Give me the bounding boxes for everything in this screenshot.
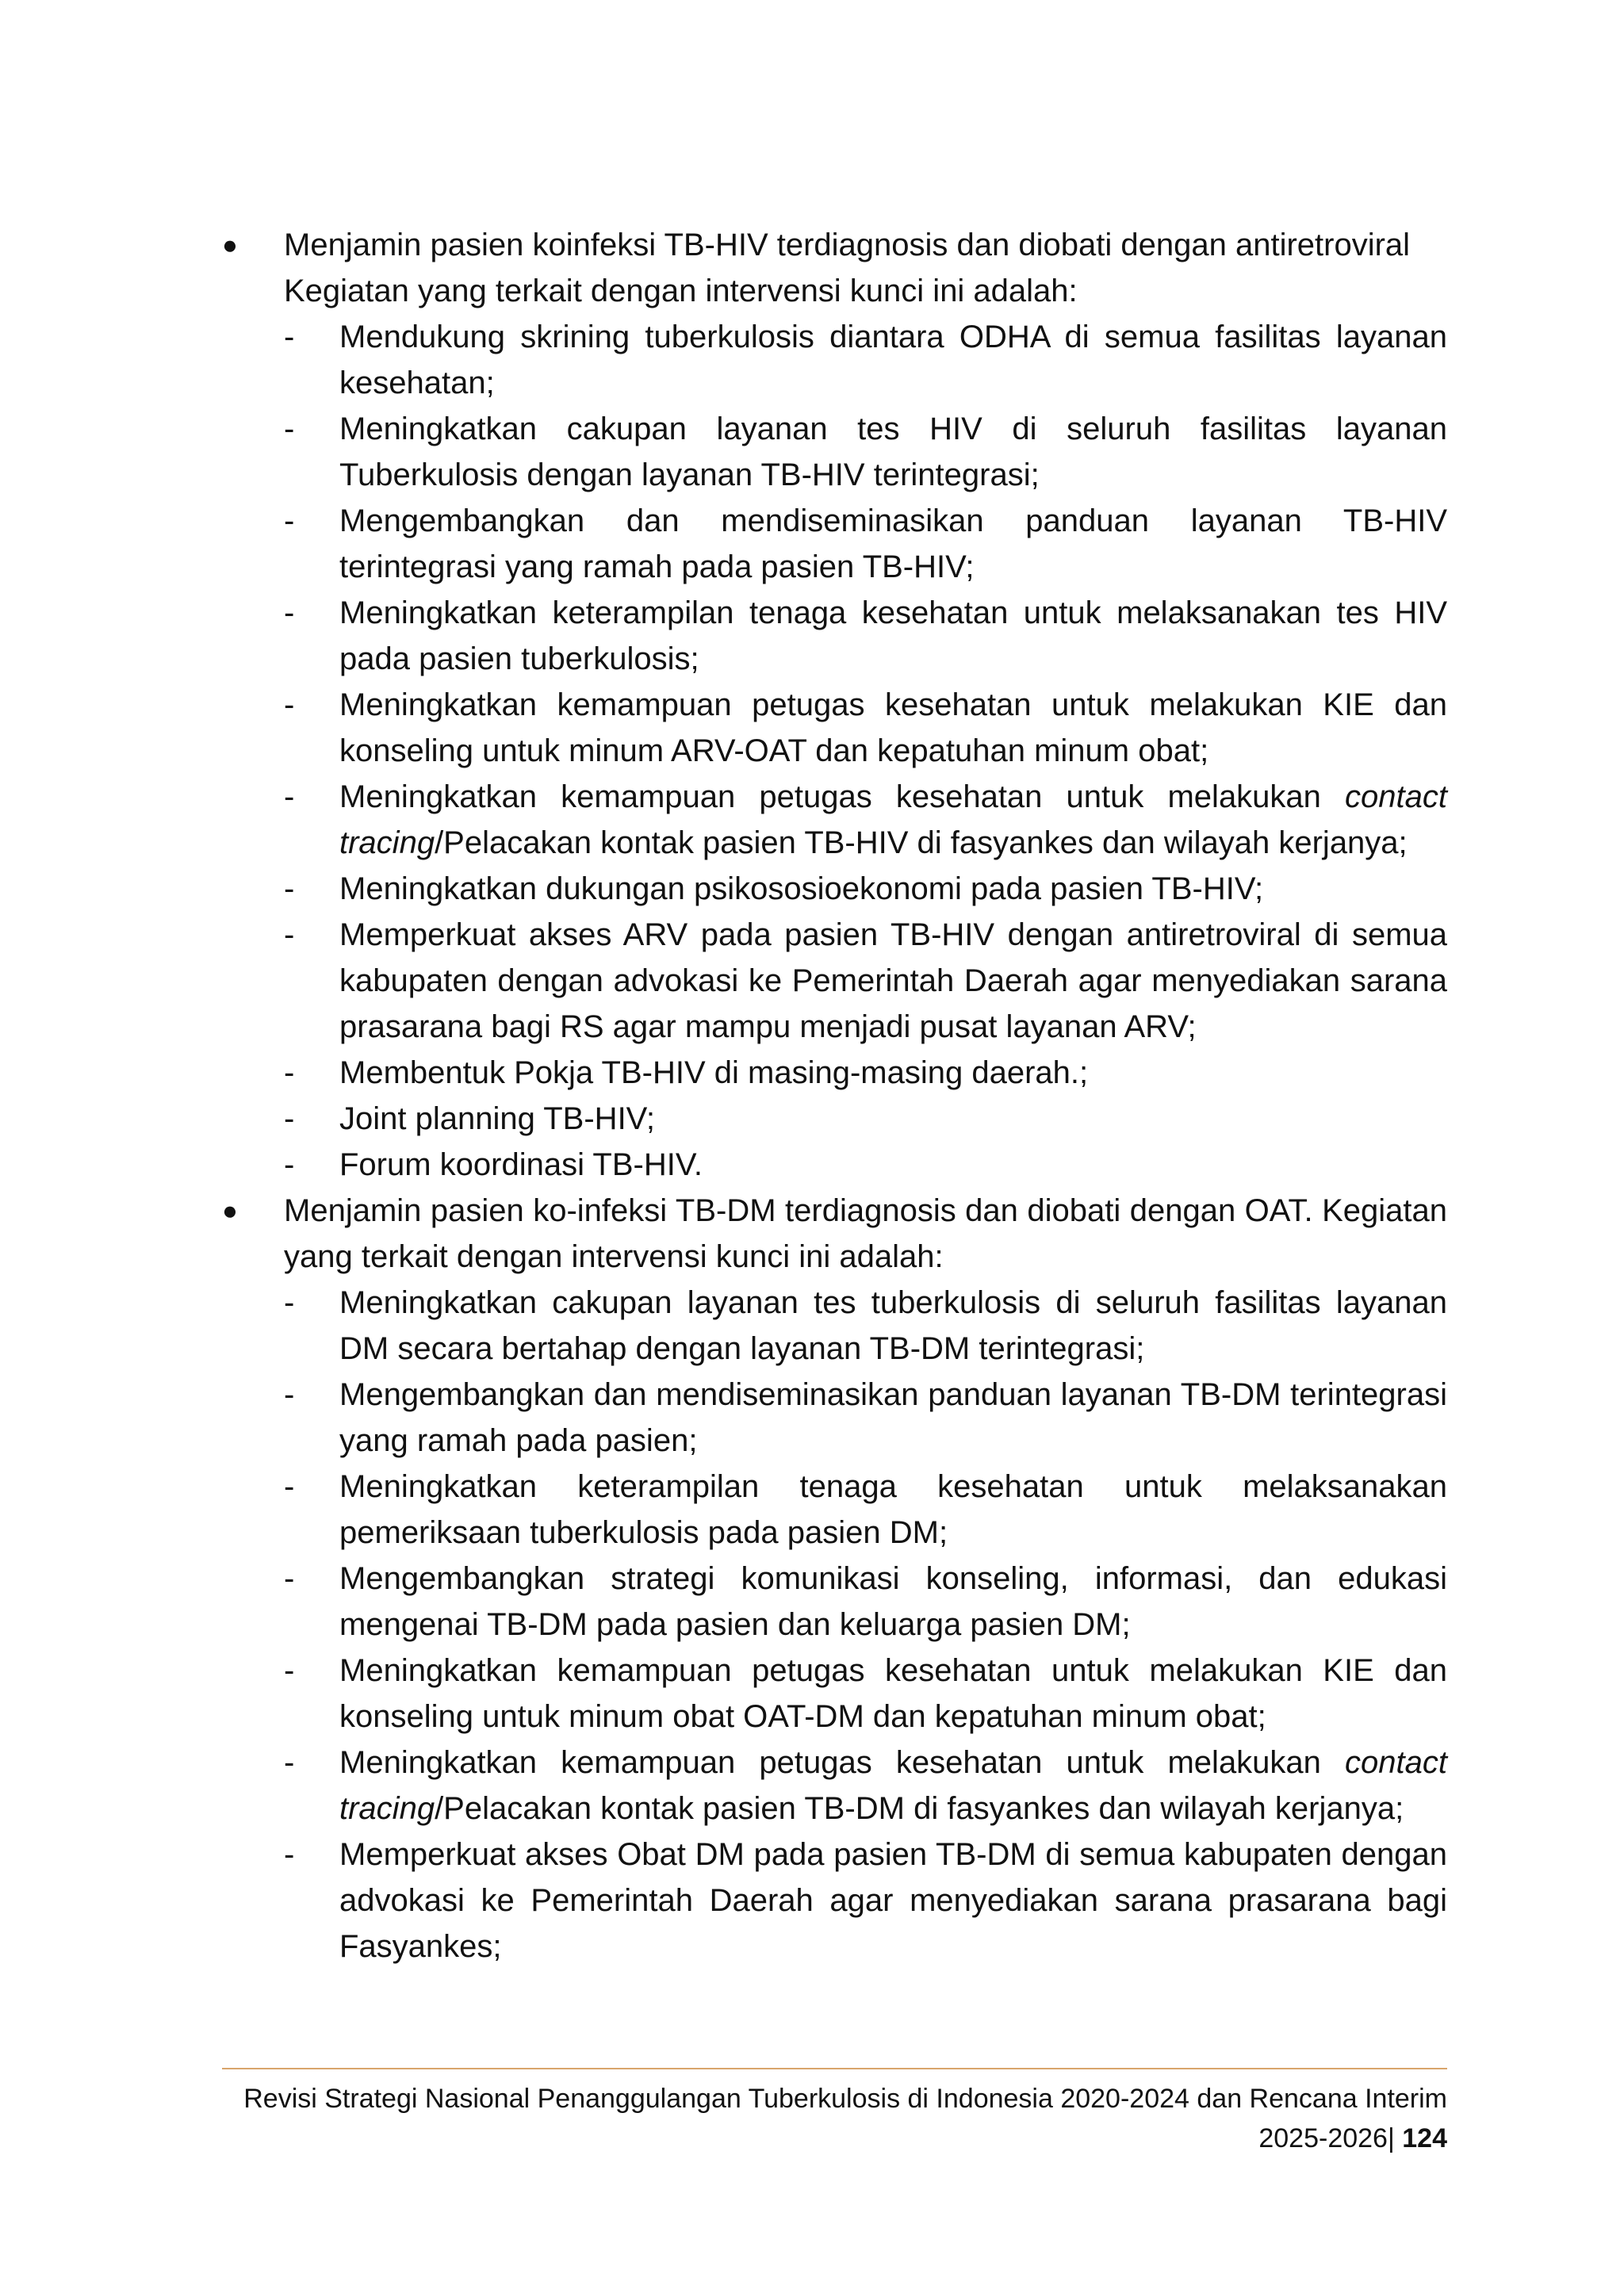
activity-text-continued: /Pelacakan kontak pasien TB-DM di fasyankes dan wilayah kerjanya; bbox=[435, 1791, 1404, 1826]
activity-text: Meningkatkan dukungan psikososioekonomi pada pasien TB-HIV; bbox=[339, 871, 1264, 906]
activity-list bbox=[284, 1280, 1447, 1970]
dash-marker: - bbox=[284, 503, 295, 538]
activity-item bbox=[284, 1280, 1447, 1372]
activity-text: Meningkatkan kemampuan petugas kesehatan untuk melakukan KIE dan konseling untuk minum obat OAT-DM dan kepatuhan minum obat; bbox=[339, 1653, 1447, 1734]
activity-italic-term: contact tracing bbox=[339, 1745, 1447, 1826]
activity-text: Mendukung skrining tuberkulosis diantara ODHA di semua fasilitas layanan kesehatan; bbox=[339, 320, 1447, 400]
page-number: 124 bbox=[1402, 2123, 1447, 2153]
section-heading bbox=[284, 1188, 1447, 1280]
activity-item bbox=[284, 774, 1447, 866]
activity-item bbox=[284, 1142, 1447, 1188]
dash-marker: - bbox=[284, 320, 295, 354]
activity-text: Mengembangkan strategi komunikasi konseling, informasi, dan edukasi mengenai TB-DM pada pasien dan keluarga pasien DM; bbox=[339, 1561, 1447, 1642]
section-heading bbox=[284, 222, 1447, 314]
activity-item bbox=[284, 1832, 1447, 1970]
activity-item bbox=[284, 1096, 1447, 1142]
dash-marker: - bbox=[284, 779, 295, 814]
activity-italic-term: contact tracing bbox=[339, 779, 1447, 860]
activity-item bbox=[284, 682, 1447, 774]
activity-text: Meningkatkan cakupan layanan tes tuberkulosis di seluruh fasilitas layanan DM secara bertahap dengan layanan TB-DM terintegrasi; bbox=[339, 1285, 1447, 1366]
footer-divider bbox=[222, 2068, 1447, 2069]
activity-item bbox=[284, 1372, 1447, 1464]
activity-text-continued: /Pelacakan kontak pasien TB-HIV di fasyankes dan wilayah kerjanya; bbox=[435, 825, 1408, 860]
activity-item bbox=[284, 1464, 1447, 1556]
dash-marker: - bbox=[284, 595, 295, 630]
activity-text: Meningkatkan cakupan layanan tes HIV di seluruh fasilitas layanan Tuberkulosis dengan layanan TB-HIV terintegrasi; bbox=[339, 412, 1447, 492]
document-body bbox=[222, 222, 1447, 1970]
activity-text: Meningkatkan kemampuan petugas kesehatan untuk melakukan bbox=[339, 779, 1346, 814]
activity-item bbox=[284, 1556, 1447, 1648]
dash-marker: - bbox=[284, 917, 295, 952]
activity-text: Meningkatkan kemampuan petugas kesehatan untuk melakukan KIE dan konseling untuk minum ARV-OAT dan kepatuhan minum obat; bbox=[339, 687, 1447, 768]
dash-marker: - bbox=[284, 412, 295, 446]
activity-text: Memperkuat akses ARV pada pasien TB-HIV dengan antiretroviral di semua kabupaten dengan advokasi ke Pemerintah Daerah agar menyediakan sarana prasarana bagi RS agar mampu menjadi pusat layanan ARV; bbox=[339, 917, 1447, 1044]
activity-item bbox=[284, 912, 1447, 1050]
activity-text: Meningkatkan keterampilan tenaga kesehatan untuk melaksanakan tes HIV pada pasien tuberkulosis; bbox=[339, 595, 1447, 676]
dash-marker: - bbox=[284, 871, 295, 906]
footer-title: Revisi Strategi Nasional Penanggulangan Tuberkulosis di Indonesia 2020-2024 dan Rencana Interim 2025-2026 bbox=[243, 2084, 1447, 2153]
dash-marker: - bbox=[284, 1837, 295, 1872]
dash-marker: - bbox=[284, 1653, 295, 1688]
activity-item bbox=[284, 1050, 1447, 1096]
activity-text: Memperkuat akses Obat DM pada pasien TB-DM di semua kabupaten dengan advokasi ke Pemerintah Daerah agar menyediakan sarana prasarana bagi Fasyankes; bbox=[339, 1837, 1447, 1964]
section-heading-text: Menjamin pasien ko-infeksi TB-DM terdiagnosis dan diobati dengan OAT. Kegiatan yang terkait dengan intervensi kunci ini adalah: bbox=[284, 1193, 1447, 1274]
dash-marker: - bbox=[284, 1285, 295, 1320]
activity-list bbox=[284, 314, 1447, 1188]
activity-text: Meningkatkan keterampilan tenaga kesehatan untuk melaksanakan pemeriksaan tuberkulosis pada pasien DM; bbox=[339, 1469, 1447, 1550]
bullet-icon: ● bbox=[222, 230, 238, 259]
page-footer bbox=[222, 2079, 1447, 2158]
bullet-section bbox=[222, 222, 1447, 1188]
activity-item bbox=[284, 590, 1447, 682]
bullet-section bbox=[222, 1188, 1447, 1970]
activity-item bbox=[284, 498, 1447, 590]
activity-item bbox=[284, 314, 1447, 406]
footer-separator: | bbox=[1387, 2123, 1395, 2153]
activity-text: Joint planning TB-HIV; bbox=[339, 1101, 655, 1136]
activity-text: Meningkatkan kemampuan petugas kesehatan untuk melakukan bbox=[339, 1745, 1346, 1780]
dash-marker: - bbox=[284, 1561, 295, 1596]
activity-item bbox=[284, 1740, 1447, 1832]
activity-text: Mengembangkan dan mendiseminasikan panduan layanan TB-DM terintegrasi yang ramah pada pasien; bbox=[339, 1377, 1447, 1458]
section-heading-text: Menjamin pasien koinfeksi TB-HIV terdiagnosis dan diobati dengan antiretroviral bbox=[284, 228, 1411, 262]
activity-text: Membentuk Pokja TB-HIV di masing-masing daerah.; bbox=[339, 1055, 1089, 1090]
activity-text: Mengembangkan dan mendiseminasikan panduan layanan TB-HIV terintegrasi yang ramah pada pasien TB-HIV; bbox=[339, 503, 1447, 584]
dash-marker: - bbox=[284, 1377, 295, 1412]
dash-marker: - bbox=[284, 1147, 295, 1182]
activity-item bbox=[284, 406, 1447, 498]
dash-marker: - bbox=[284, 687, 295, 722]
bullet-icon: ● bbox=[222, 1196, 238, 1225]
dash-marker: - bbox=[284, 1101, 295, 1136]
section-intro: Kegiatan yang terkait dengan intervensi kunci ini adalah: bbox=[284, 274, 1078, 308]
dash-marker: - bbox=[284, 1745, 295, 1780]
dash-marker: - bbox=[284, 1055, 295, 1090]
activity-item bbox=[284, 866, 1447, 912]
activity-item bbox=[284, 1648, 1447, 1740]
dash-marker: - bbox=[284, 1469, 295, 1504]
activity-text: Forum koordinasi TB-HIV. bbox=[339, 1147, 703, 1182]
